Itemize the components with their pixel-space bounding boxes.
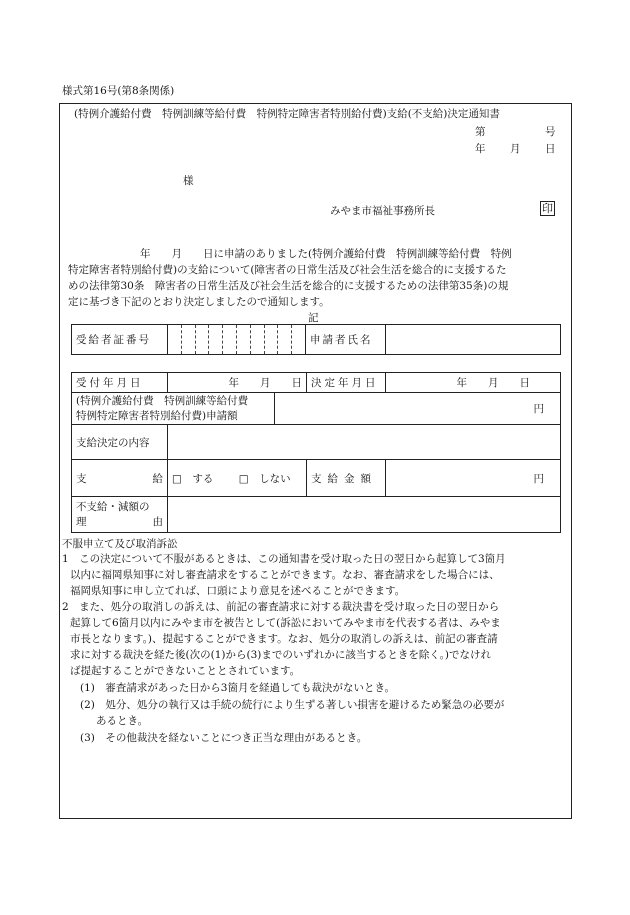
decision-date-field[interactable]: 年 月 日	[386, 373, 561, 393]
form-number: 様式第16号(第8条関係)	[62, 85, 175, 97]
seal-stamp-icon: 印	[542, 202, 553, 215]
recipient-cert-label: 受給者証番号	[72, 325, 168, 355]
application-amount-field[interactable]	[275, 393, 561, 425]
appeal-sub-item-2-line-1: (2) 処分、処分の執行又は手続の続行により生ずる著しい損害を避けるため緊急の必要が	[80, 699, 505, 711]
doc-number-suffix: 号	[545, 126, 556, 138]
payment-label: 支 給	[72, 460, 168, 497]
applicant-name-label: 申請者氏名	[306, 325, 386, 355]
payment-yes-checkbox[interactable]: □ する	[172, 472, 214, 485]
reason-field[interactable]	[168, 497, 561, 533]
appeal-item-2-line-1: 2 また、処分の取消しの訴えは、前記の審査請求に対する裁決書を受け取った日の翌日から	[62, 601, 500, 613]
issue-date-month: 月	[510, 143, 521, 155]
appeal-item-2-line-4: 求に対する裁決を経た後(次の(1)から(3)までのいずれかに該当するときを除く。)でなけれ	[70, 649, 491, 661]
appeal-sub-item-3: (3) その他裁決を経ないことにつき正当な理由があるとき。	[80, 732, 368, 744]
decision-content-label: 支給決定の内容	[72, 425, 168, 460]
appeal-sub-item-2-line-2: あるとき。	[96, 715, 149, 727]
appeal-item-2-line-2: 起算して6箇月以内にみやま市を被告として(訴訟においてみやま市を代表する者は、みやま	[70, 617, 501, 629]
applicant-name-field[interactable]	[386, 325, 561, 355]
receipt-date-field[interactable]: 年 月 日	[168, 373, 307, 393]
reason-label: 不支給・減額の 理 由	[72, 497, 168, 533]
body-line-2: 特定障害者特別給付費)の支給について(障害者の日常生活及び社会生活を総合的に支援するた	[68, 264, 507, 276]
body-line-4: 定に基づき下記のとおり決定しましたので通知します。	[68, 296, 330, 308]
ki-heading: 記	[308, 312, 319, 324]
seal-mark	[540, 201, 555, 216]
recipient-table	[71, 324, 561, 355]
appeal-heading: 不服申立て及び取消訴訟	[62, 538, 178, 550]
doc-number-prefix: 第	[475, 126, 486, 138]
payment-no-checkbox[interactable]: □ しない	[238, 472, 291, 485]
appeal-item-1-line-3: 福岡県知事に申し立てれば、口頭により意見を述べることができます。	[70, 585, 406, 597]
issue-date-year: 年	[475, 143, 486, 155]
appeal-sub-item-1: (1) 審査請求があった日から3箇月を経過しても裁決がないとき。	[80, 682, 396, 694]
application-amount-label: (特例介護給付費 特例訓練等給付費 特例特定障害者特別給付費)申請額	[72, 393, 275, 425]
decision-table	[71, 372, 561, 533]
appeal-item-2-line-3: 市長となります。)、提起することができます。なお、処分の取消しの訴えは、前記の審査請	[70, 633, 498, 645]
body-line-1: 年 月 日に申請のありました(特例介護給付費 特例訓練等給付費 特例	[140, 248, 512, 260]
payment-options	[168, 460, 307, 497]
recipient-cert-digit-boxes	[168, 325, 305, 354]
payment-amount-label: 支給金額	[307, 460, 386, 497]
body-line-3: めの法律第30条 障害者の日常生活及び社会生活を総合的に支援するための法律第35条)の規	[68, 280, 509, 292]
payment-amount-yen: 円	[533, 472, 544, 485]
issuer-name: みやま市福祉事務所長	[330, 205, 435, 217]
decision-date-label: 決定年月日	[307, 373, 386, 393]
appeal-item-2-line-5: ば提起することができないこととされています。	[70, 665, 301, 677]
recipient-cert-number-field[interactable]	[168, 325, 306, 355]
appeal-item-1-line-1: 1 この決定について不服があるときは、この通知書を受け取った日の翌日から起算して3箇月	[62, 553, 506, 565]
receipt-date-label: 受付年月日	[72, 373, 168, 393]
decision-content-field[interactable]	[168, 425, 561, 460]
payment-amount-field[interactable]	[386, 460, 561, 497]
application-amount-yen: 円	[533, 403, 544, 415]
document-title: (特例介護給付費 特例訓練等給付費 特例特定障害者特別給付費)支給(不支給)決定通知書	[74, 108, 500, 120]
addressee-suffix: 様	[183, 175, 194, 187]
appeal-item-1-line-2: 以内に福岡県知事に対し審査請求をすることができます。なお、審査請求をした場合には、	[70, 569, 500, 581]
issue-date-day: 日	[545, 143, 556, 155]
